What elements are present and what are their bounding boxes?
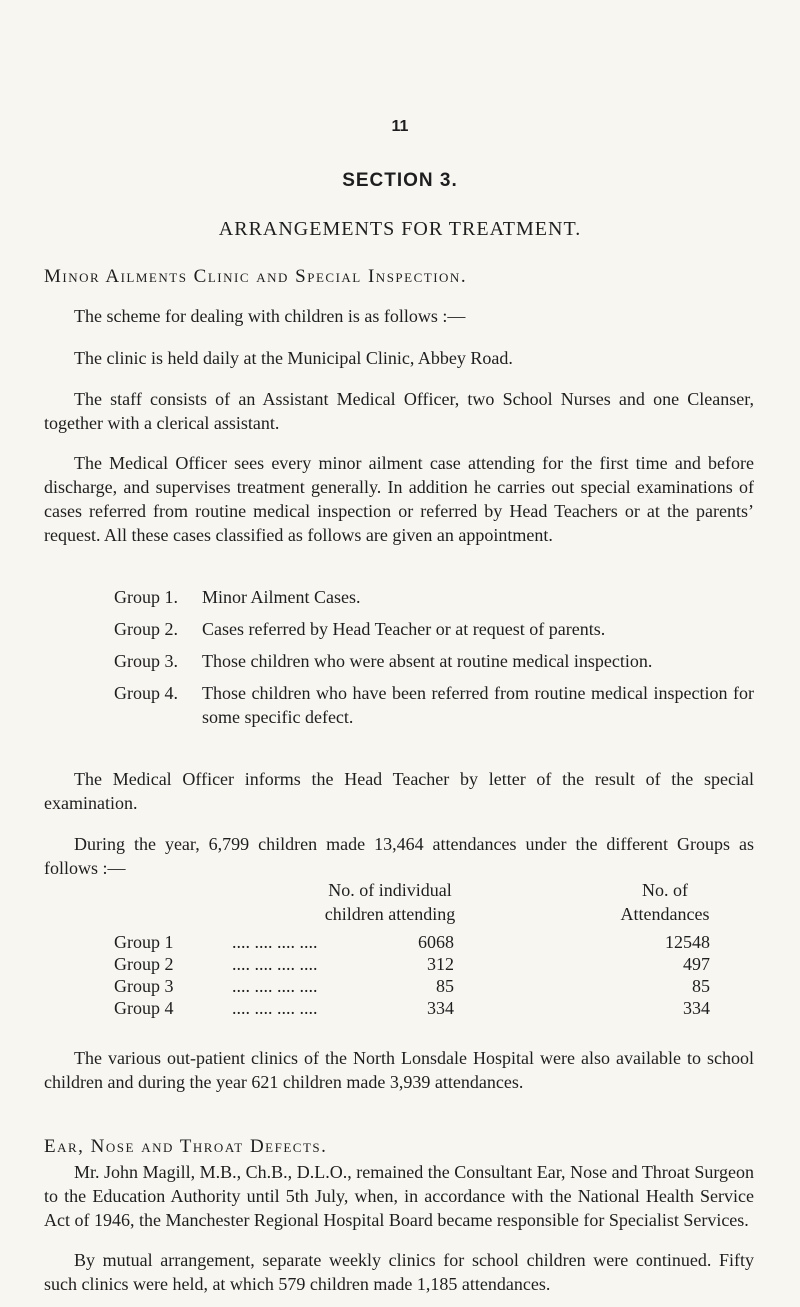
row-leader-dots: .... .... .... .... [232, 932, 318, 952]
group-label: Group 1. [114, 587, 178, 607]
paragraph-informs: The Medical Officer informs the Head Teacher by letter of the result of the special examination. [44, 769, 754, 813]
group-label: Group 2. [114, 619, 178, 639]
minor-ailments-heading: Minor Ailments Clinic and Special Inspection. [44, 266, 468, 287]
row-group: Group 1 [114, 932, 174, 952]
row-leader-dots: .... .... .... .... [232, 998, 318, 1018]
row-attendances: 85 [692, 976, 710, 996]
main-title: ARRANGEMENTS FOR TREATMENT. [218, 218, 582, 240]
group-description: Cases referred by Head Teacher or at request of parents. [202, 619, 606, 639]
row-children: 6068 [418, 932, 454, 952]
paragraph-during-year: During the year, 6,799 children made 13,464 attendances under the different Groups as follows :— [44, 834, 754, 878]
ent-heading: Ear, Nose and Throat Defects. [44, 1136, 328, 1157]
table-row [114, 976, 754, 998]
group-description: Minor Ailment Cases. [202, 587, 361, 607]
row-attendances: 12548 [665, 932, 710, 952]
paragraph-staff: The staff consists of an Assistant Medical Officer, two School Nurses and one Cleanser, together with a clerical assistant. [44, 389, 754, 433]
paragraph-out-patient: The various out-patient clinics of the North Lonsdale Hospital were also available to school children and during the year 621 children made 3,939 attendances. [44, 1048, 754, 1092]
row-children: 334 [427, 998, 454, 1018]
page-number: 11 [391, 118, 409, 135]
row-group: Group 2 [114, 954, 174, 974]
paragraph-weekly-clinics: By mutual arrangement, separate weekly clinics for school children were continued. Fifty such clinics were held, at which 579 children made 1,185 attendances. [44, 1250, 754, 1294]
group-label: Group 3. [114, 651, 178, 671]
paragraph-scheme: The scheme for dealing with children is as follows :— [74, 306, 466, 326]
paragraph-consultant: Mr. John Magill, M.B., Ch.B., D.L.O., remained the Consultant Ear, Nose and Throat Surgeon to the Education Authority until 5th July, when, in accordance with the National Health Service Act of 1946, the Manchester Regional Hospital Board became responsible for Specialist Services. [44, 1162, 754, 1230]
section-title: SECTION 3. [342, 170, 458, 191]
table-row [114, 954, 754, 976]
header-individual-children: No. of individual children attending [324, 880, 456, 924]
header-attendances: No. of Attendances [620, 880, 710, 924]
row-attendances: 497 [683, 954, 710, 974]
group-description: Those children who were absent at routine medical inspection. [202, 651, 653, 671]
group-item [114, 585, 754, 609]
group-item [114, 617, 754, 641]
row-children: 312 [427, 954, 454, 974]
row-children: 85 [436, 976, 454, 996]
row-group: Group 3 [114, 976, 174, 996]
paragraph-medical-officer: The Medical Officer sees every minor ailment case attending for the first time and before discharge, and supervises treatment generally. In addition he carries out special examinations of cases referred from routine medical inspection or referred by Head Teachers or at the parents’ request. All these cases classified as follows are given an appointment. [44, 453, 754, 545]
group-label: Group 4. [114, 683, 178, 703]
row-group: Group 4 [114, 998, 174, 1018]
row-leader-dots: .... .... .... .... [232, 954, 318, 974]
paragraph-clinic: The clinic is held daily at the Municipal Clinic, Abbey Road. [74, 348, 513, 368]
group-item [114, 649, 754, 673]
table-row [114, 998, 754, 1020]
group-item [114, 681, 754, 729]
group-description: Those children who have been referred from routine medical inspection for some specific defect. [202, 683, 754, 727]
table-row [114, 932, 754, 954]
group-list [114, 585, 754, 737]
row-attendances: 334 [683, 998, 710, 1018]
row-leader-dots: .... .... .... .... [232, 976, 318, 996]
